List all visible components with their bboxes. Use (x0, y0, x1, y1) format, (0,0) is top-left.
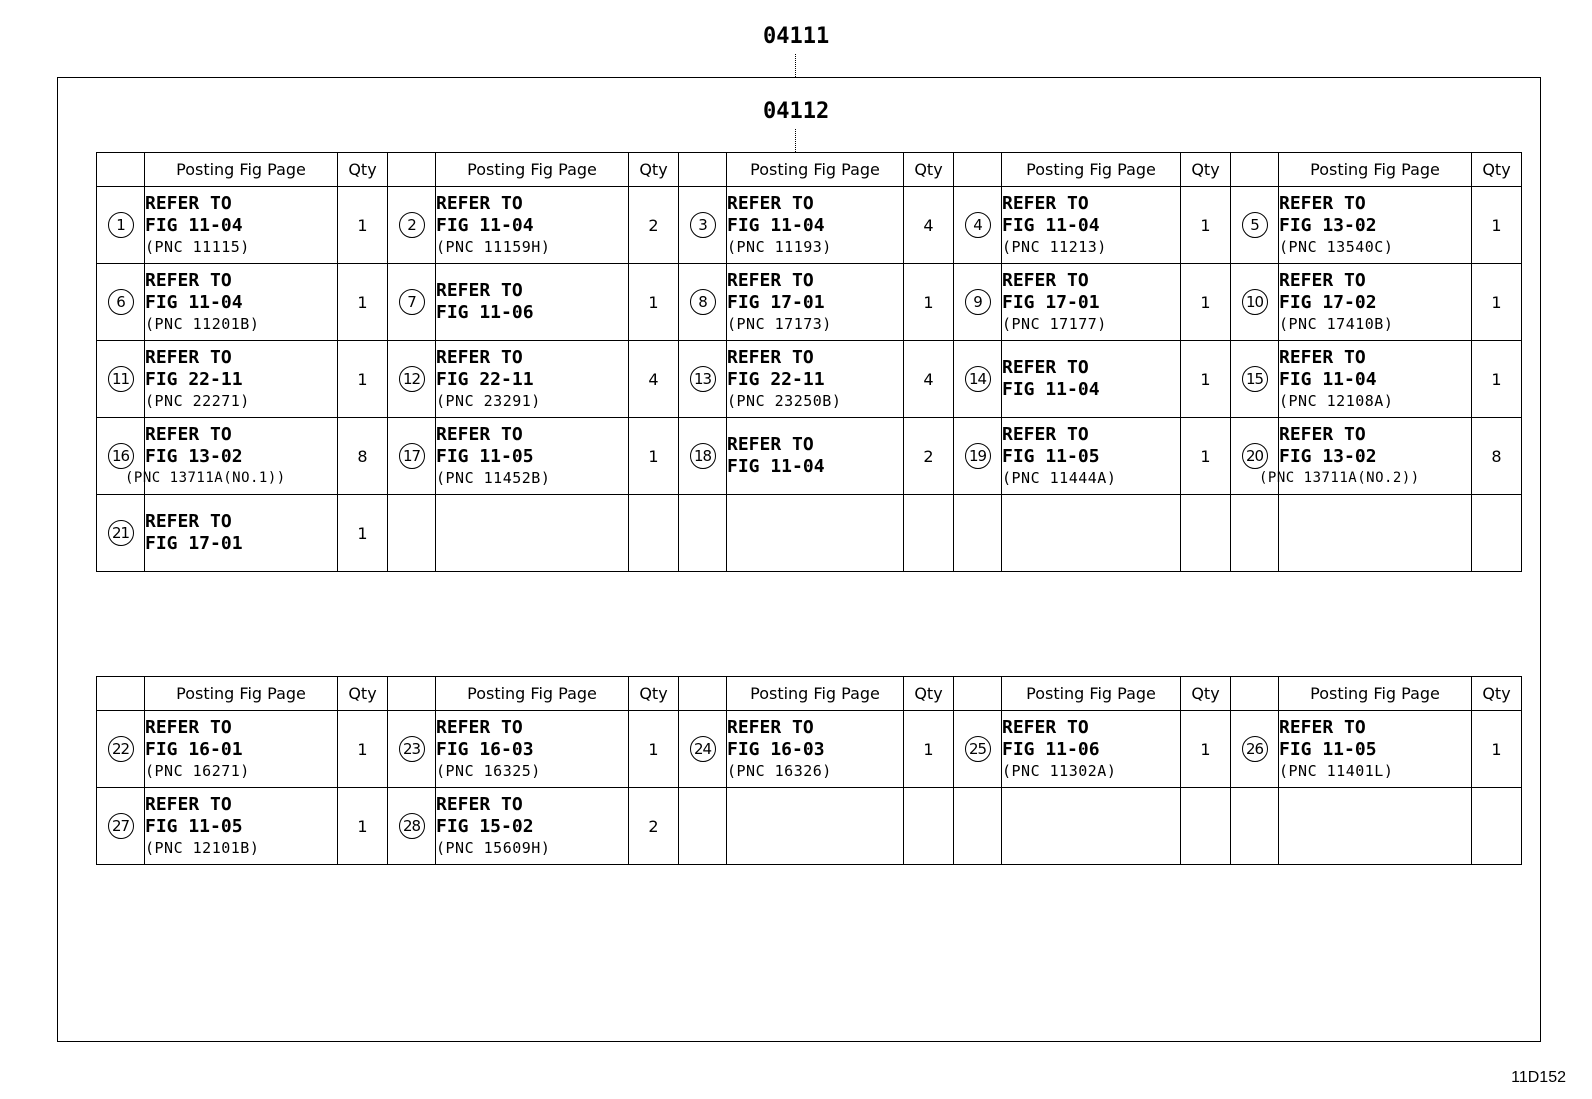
refer-to-text: REFER TO (727, 434, 814, 455)
refer-to-text: REFER TO (1279, 193, 1366, 214)
posting-fig-page-cell (436, 711, 629, 788)
index-cell (679, 341, 727, 418)
qty-cell: 2 (629, 187, 679, 264)
figure-reference: FIG 13-02 (145, 446, 243, 467)
qty-cell (1181, 788, 1231, 865)
circled-number-callout: 18 (690, 443, 716, 469)
index-cell (388, 341, 436, 418)
table-row (97, 187, 1522, 264)
header-index-cell (679, 153, 727, 187)
qty-cell: 1 (1181, 187, 1231, 264)
posting-fig-page-cell (145, 495, 338, 572)
qty-cell: 8 (1472, 418, 1522, 495)
posting-fig-page-cell (436, 187, 629, 264)
index-cell (679, 187, 727, 264)
posting-fig-page-cell (436, 418, 629, 495)
qty-cell: 1 (338, 264, 388, 341)
refer-to-text: REFER TO (436, 280, 523, 301)
qty-cell: 1 (1181, 711, 1231, 788)
header-index-cell (954, 677, 1002, 711)
figure-reference: FIG 11-04 (727, 215, 825, 236)
pnc-reference: (PNC 13540C) (1279, 238, 1394, 256)
refer-to-text: REFER TO (1002, 193, 1089, 214)
header-qty: Qty (904, 153, 954, 187)
table-header-row (97, 677, 1522, 711)
refer-to-text: REFER TO (436, 347, 523, 368)
refer-to-text: REFER TO (727, 193, 814, 214)
circled-number-callout: 8 (690, 289, 716, 315)
pnc-reference: (PNC 12108A) (1279, 392, 1394, 410)
pnc-reference: (PNC 11452B) (436, 469, 551, 487)
subassembly-leader-line (795, 129, 796, 152)
pnc-reference: (PNC 23250B) (727, 392, 842, 410)
circled-number-callout: 19 (965, 443, 991, 469)
header-index-cell (388, 677, 436, 711)
index-cell (679, 418, 727, 495)
qty-cell: 4 (904, 187, 954, 264)
posting-fig-page-cell (727, 187, 904, 264)
refer-to-text: REFER TO (1002, 357, 1089, 378)
table-row (97, 711, 1522, 788)
index-cell (679, 788, 727, 865)
refer-to-text: REFER TO (145, 511, 232, 532)
assembly-label: 04111 (763, 24, 830, 49)
figure-reference: FIG 22-11 (145, 369, 243, 390)
drawing-code: 11D152 (1511, 1069, 1566, 1086)
circled-number-callout: 14 (965, 366, 991, 392)
header-index-cell (388, 153, 436, 187)
qty-cell: 1 (338, 788, 388, 865)
figure-reference: FIG 13-02 (1279, 215, 1377, 236)
figure-reference: FIG 11-04 (145, 292, 243, 313)
posting-fig-page-cell (727, 711, 904, 788)
qty-cell: 1 (1181, 418, 1231, 495)
header-index-cell (97, 677, 145, 711)
posting-fig-page-cell (1279, 788, 1472, 865)
pnc-reference: (PNC 11201B) (145, 315, 260, 333)
header-qty: Qty (1472, 677, 1522, 711)
circled-number-callout: 17 (399, 443, 425, 469)
figure-reference: FIG 22-11 (727, 369, 825, 390)
qty-cell: 1 (338, 341, 388, 418)
circled-number-callout: 1 (108, 212, 134, 238)
pnc-reference: (PNC 11159H) (436, 238, 551, 256)
index-cell (388, 264, 436, 341)
pnc-reference: (PNC 11401L) (1279, 762, 1394, 780)
index-cell (97, 711, 145, 788)
refer-to-text: REFER TO (436, 424, 523, 445)
header-posting-fig-page: Posting Fig Page (436, 153, 629, 187)
header-posting-fig-page: Posting Fig Page (1002, 677, 1181, 711)
index-cell (679, 495, 727, 572)
qty-cell: 2 (904, 418, 954, 495)
circled-number-callout: 22 (108, 736, 134, 762)
refer-to-text: REFER TO (145, 193, 232, 214)
posting-fig-page-cell (1002, 264, 1181, 341)
circled-number-callout: 16 (108, 443, 134, 469)
header-posting-fig-page: Posting Fig Page (727, 153, 904, 187)
index-cell (97, 788, 145, 865)
refer-to-text: REFER TO (145, 717, 232, 738)
reference-table-2 (96, 676, 1522, 865)
qty-cell: 1 (338, 187, 388, 264)
figure-reference: FIG 16-03 (727, 739, 825, 760)
figure-reference: FIG 13-02 (1279, 446, 1377, 467)
qty-cell (904, 788, 954, 865)
posting-fig-page-cell (436, 788, 629, 865)
circled-number-callout: 25 (965, 736, 991, 762)
circled-number-callout: 13 (690, 366, 716, 392)
figure-reference: FIG 11-05 (1279, 739, 1377, 760)
posting-fig-page-cell (145, 187, 338, 264)
pnc-reference: (PNC 16325) (436, 762, 541, 780)
pnc-reference: (PNC 11213) (1002, 238, 1107, 256)
circled-number-callout: 24 (690, 736, 716, 762)
circled-number-callout: 27 (108, 813, 134, 839)
refer-to-text: REFER TO (1279, 347, 1366, 368)
index-cell (388, 711, 436, 788)
figure-reference: FIG 11-04 (727, 456, 825, 477)
index-cell (679, 711, 727, 788)
posting-fig-page-cell (727, 341, 904, 418)
header-qty: Qty (629, 677, 679, 711)
header-qty: Qty (1472, 153, 1522, 187)
index-cell (954, 788, 1002, 865)
posting-fig-page-cell (125, 418, 338, 495)
index-cell (97, 187, 145, 264)
figure-reference: FIG 11-05 (436, 446, 534, 467)
pnc-reference: (PNC 16326) (727, 762, 832, 780)
qty-cell: 1 (1472, 187, 1522, 264)
table-row (97, 264, 1522, 341)
posting-fig-page-cell (436, 495, 629, 572)
header-qty: Qty (338, 677, 388, 711)
qty-cell (1181, 495, 1231, 572)
circled-number-callout: 2 (399, 212, 425, 238)
figure-reference: FIG 17-02 (1279, 292, 1377, 313)
circled-number-callout: 12 (399, 366, 425, 392)
figure-reference: FIG 17-01 (1002, 292, 1100, 313)
circled-number-callout: 28 (399, 813, 425, 839)
table-row (97, 418, 1522, 495)
qty-cell: 8 (338, 418, 388, 495)
qty-cell (904, 495, 954, 572)
posting-fig-page-cell (1279, 341, 1472, 418)
qty-cell (629, 495, 679, 572)
posting-fig-page-cell (1279, 495, 1472, 572)
circled-number-callout: 4 (965, 212, 991, 238)
figure-reference: FIG 11-04 (1002, 379, 1100, 400)
posting-fig-page-cell (727, 264, 904, 341)
pnc-reference: (PNC 17177) (1002, 315, 1107, 333)
qty-cell: 1 (1472, 711, 1522, 788)
header-qty: Qty (338, 153, 388, 187)
refer-to-text: REFER TO (436, 193, 523, 214)
figure-reference: FIG 11-04 (145, 215, 243, 236)
circled-number-callout: 9 (965, 289, 991, 315)
pnc-reference: (PNC 15609H) (436, 839, 551, 857)
header-qty: Qty (1181, 677, 1231, 711)
refer-to-text: REFER TO (145, 347, 232, 368)
posting-fig-page-cell (1279, 711, 1472, 788)
posting-fig-page-cell (727, 418, 904, 495)
refer-to-text: REFER TO (436, 717, 523, 738)
header-posting-fig-page: Posting Fig Page (145, 153, 338, 187)
pnc-reference: (PNC 11193) (727, 238, 832, 256)
pnc-reference: (PNC 11444A) (1002, 469, 1117, 487)
refer-to-text: REFER TO (727, 717, 814, 738)
index-cell (954, 264, 1002, 341)
table-header-row (97, 153, 1522, 187)
circled-number-callout: 5 (1242, 212, 1268, 238)
pnc-reference: (PNC 11302A) (1002, 762, 1117, 780)
index-cell (954, 711, 1002, 788)
refer-to-text: REFER TO (1279, 424, 1366, 445)
assembly-leader-line (795, 54, 796, 77)
circled-number-callout: 3 (690, 212, 716, 238)
circled-number-callout: 21 (108, 520, 134, 546)
header-qty: Qty (629, 153, 679, 187)
pnc-reference: (PNC 16271) (145, 762, 250, 780)
posting-fig-page-cell (1259, 418, 1472, 495)
reference-table-1 (96, 152, 1522, 572)
refer-to-text: REFER TO (727, 347, 814, 368)
table-row (97, 788, 1522, 865)
qty-cell: 4 (904, 341, 954, 418)
header-posting-fig-page: Posting Fig Page (1279, 677, 1472, 711)
header-index-cell (1231, 677, 1279, 711)
refer-to-text: REFER TO (1002, 270, 1089, 291)
figure-reference: FIG 11-06 (436, 302, 534, 323)
figure-reference: FIG 16-01 (145, 739, 243, 760)
header-qty: Qty (1181, 153, 1231, 187)
figure-reference: FIG 11-04 (1279, 369, 1377, 390)
refer-to-text: REFER TO (145, 794, 232, 815)
index-cell (679, 264, 727, 341)
index-cell (388, 187, 436, 264)
qty-cell: 1 (629, 264, 679, 341)
index-cell (954, 418, 1002, 495)
pnc-reference: (PNC 11115) (145, 238, 250, 256)
header-posting-fig-page: Posting Fig Page (727, 677, 904, 711)
circled-number-callout: 6 (108, 289, 134, 315)
index-cell (388, 495, 436, 572)
figure-reference: FIG 11-04 (436, 215, 534, 236)
header-posting-fig-page: Posting Fig Page (436, 677, 629, 711)
refer-to-text: REFER TO (145, 424, 232, 445)
pnc-reference: (PNC 22271) (145, 392, 250, 410)
qty-cell: 1 (629, 418, 679, 495)
refer-to-text: REFER TO (1002, 424, 1089, 445)
qty-cell: 1 (904, 264, 954, 341)
posting-fig-page-cell (727, 788, 904, 865)
posting-fig-page-cell (1002, 788, 1181, 865)
qty-cell (1472, 495, 1522, 572)
header-posting-fig-page: Posting Fig Page (1279, 153, 1472, 187)
posting-fig-page-cell (436, 264, 629, 341)
circled-number-callout: 15 (1242, 366, 1268, 392)
qty-cell: 2 (629, 788, 679, 865)
posting-fig-page-cell (436, 341, 629, 418)
qty-cell: 4 (629, 341, 679, 418)
figure-reference: FIG 15-02 (436, 816, 534, 837)
posting-fig-page-cell (1279, 187, 1472, 264)
qty-cell: 1 (338, 495, 388, 572)
qty-cell: 1 (629, 711, 679, 788)
circled-number-callout: 11 (108, 366, 134, 392)
header-qty: Qty (904, 677, 954, 711)
subassembly-label: 04112 (763, 99, 830, 124)
posting-fig-page-cell (145, 264, 338, 341)
posting-fig-page-cell (145, 788, 338, 865)
posting-fig-page-cell (145, 341, 338, 418)
refer-to-text: REFER TO (1002, 717, 1089, 738)
circled-number-callout: 10 (1242, 289, 1268, 315)
index-cell (1231, 264, 1279, 341)
posting-fig-page-cell (1002, 495, 1181, 572)
header-index-cell (679, 677, 727, 711)
pnc-reference: (PNC 12101B) (145, 839, 260, 857)
index-cell (1231, 788, 1279, 865)
qty-cell: 1 (1181, 264, 1231, 341)
circled-number-callout: 20 (1242, 443, 1268, 469)
pnc-reference: (PNC 23291) (436, 392, 541, 410)
posting-fig-page-cell (145, 711, 338, 788)
pnc-reference: (PNC 13711A(NO.1)) (125, 470, 286, 486)
index-cell (954, 187, 1002, 264)
header-index-cell (954, 153, 1002, 187)
index-cell (97, 341, 145, 418)
index-cell (97, 264, 145, 341)
qty-cell: 1 (338, 711, 388, 788)
figure-reference: FIG 11-05 (1002, 446, 1100, 467)
posting-fig-page-cell (1279, 264, 1472, 341)
posting-fig-page-cell (1002, 711, 1181, 788)
header-posting-fig-page: Posting Fig Page (145, 677, 338, 711)
figure-reference: FIG 17-01 (727, 292, 825, 313)
refer-to-text: REFER TO (145, 270, 232, 291)
figure-reference: FIG 11-05 (145, 816, 243, 837)
refer-to-text: REFER TO (1279, 270, 1366, 291)
qty-cell (1472, 788, 1522, 865)
posting-fig-page-cell (1002, 418, 1181, 495)
figure-reference: FIG 22-11 (436, 369, 534, 390)
figure-reference: FIG 17-01 (145, 533, 243, 554)
header-index-cell (97, 153, 145, 187)
circled-number-callout: 7 (399, 289, 425, 315)
pnc-reference: (PNC 17173) (727, 315, 832, 333)
header-posting-fig-page: Posting Fig Page (1002, 153, 1181, 187)
index-cell (954, 341, 1002, 418)
index-cell (97, 495, 145, 572)
posting-fig-page-cell (727, 495, 904, 572)
table-row (97, 341, 1522, 418)
index-cell (388, 788, 436, 865)
refer-to-text: REFER TO (1279, 717, 1366, 738)
figure-reference: FIG 11-06 (1002, 739, 1100, 760)
refer-to-text: REFER TO (436, 794, 523, 815)
index-cell (388, 418, 436, 495)
refer-to-text: REFER TO (727, 270, 814, 291)
qty-cell: 1 (904, 711, 954, 788)
qty-cell: 1 (1181, 341, 1231, 418)
index-cell (1231, 341, 1279, 418)
index-cell (954, 495, 1002, 572)
header-index-cell (1231, 153, 1279, 187)
posting-fig-page-cell (1002, 341, 1181, 418)
pnc-reference: (PNC 17410B) (1279, 315, 1394, 333)
pnc-reference: (PNC 13711A(NO.2)) (1259, 470, 1420, 486)
posting-fig-page-cell (1002, 187, 1181, 264)
index-cell (1231, 711, 1279, 788)
circled-number-callout: 23 (399, 736, 425, 762)
qty-cell: 1 (1472, 341, 1522, 418)
circled-number-callout: 26 (1242, 736, 1268, 762)
index-cell (1231, 495, 1279, 572)
index-cell (1231, 187, 1279, 264)
figure-reference: FIG 11-04 (1002, 215, 1100, 236)
qty-cell: 1 (1472, 264, 1522, 341)
table-row (97, 495, 1522, 572)
figure-reference: FIG 16-03 (436, 739, 534, 760)
